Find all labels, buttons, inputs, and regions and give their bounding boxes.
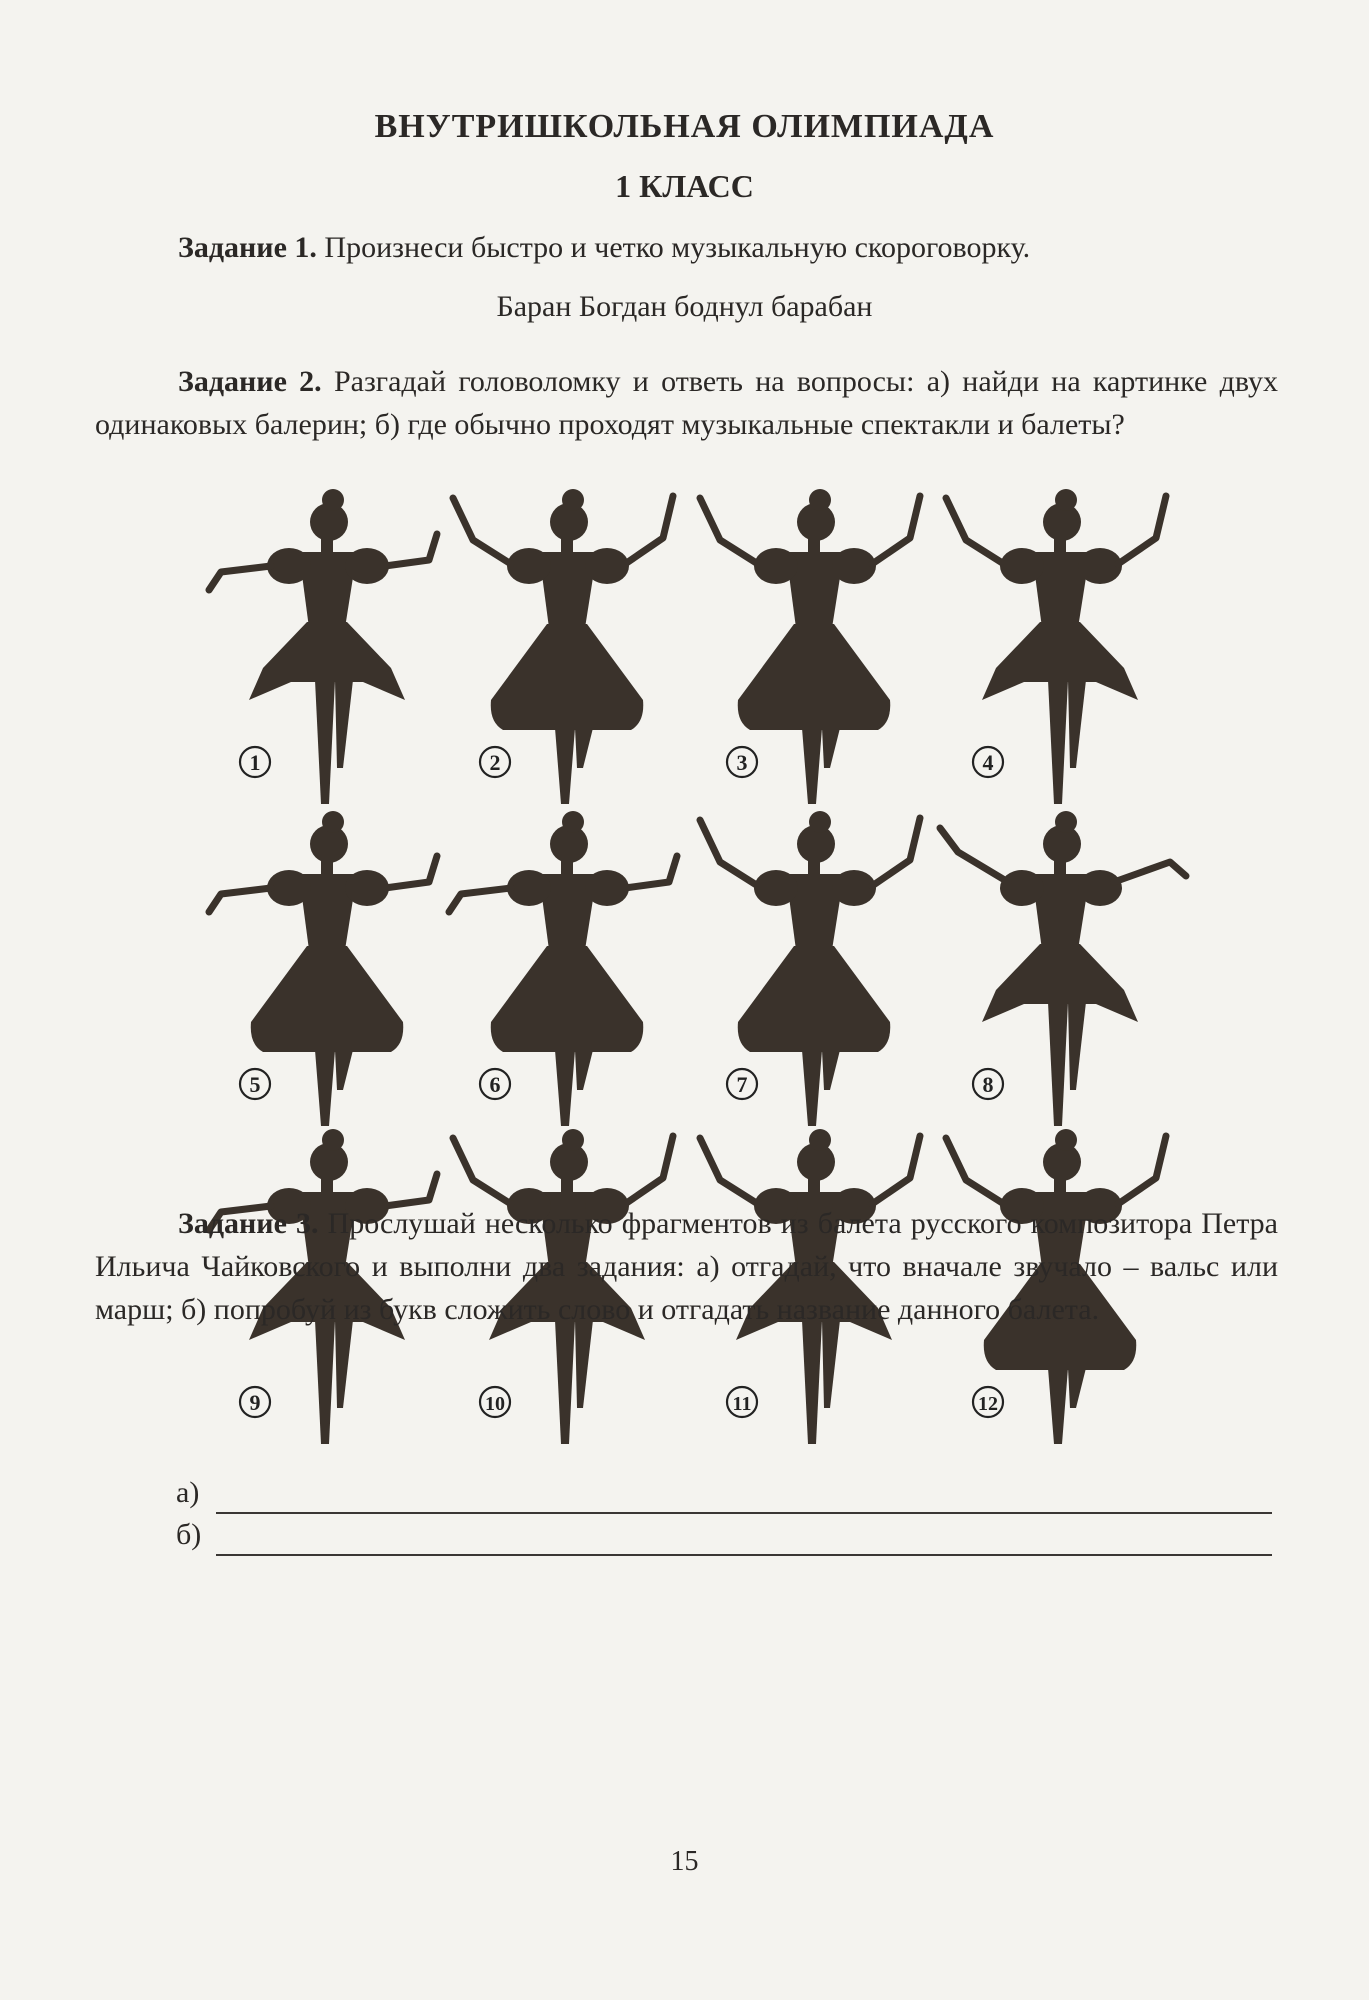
task-3 <box>95 1202 1278 1331</box>
ballerina-number: 4 <box>982 750 994 775</box>
ballerina-figure <box>700 811 920 1126</box>
tongue-twister: Баран Богдан боднул барабан <box>496 290 873 323</box>
ballerina-number: 12 <box>978 1393 998 1415</box>
task-1-text: Произнеси быстро и четко музыкальную скороговорку. <box>316 231 1031 264</box>
task-3-text: Прослушай несколько фрагментов из балета русского композитора Петра Ильича Чайковского и выполни два задания: а) отгадай, что вначале звучало – вальс или марш; б) попробуй из букв сложить слово и отгадать название данного балета. <box>95 1207 1278 1326</box>
page-title: ВНУТРИШКОЛЬНАЯ ОЛИМПИАДА <box>374 108 995 145</box>
answer-b-label: б) <box>176 1518 202 1551</box>
answer-a-line[interactable] <box>216 1512 1272 1514</box>
ballerina-figure <box>209 489 437 804</box>
task-2-label: Задание 2. <box>178 365 322 398</box>
answer-b-line[interactable] <box>216 1554 1272 1556</box>
ballerina-figure <box>946 489 1166 804</box>
task-3-label: Задание 3. <box>178 1207 319 1240</box>
ballerina-number: 3 <box>736 750 748 775</box>
ballerina-figure <box>449 811 677 1126</box>
answer-a-label: а) <box>176 1476 200 1509</box>
ballerina-figure <box>700 489 920 804</box>
ballerina-number: 6 <box>489 1072 501 1097</box>
page-number: 15 <box>670 1846 699 1877</box>
ballerina-figure <box>940 811 1186 1126</box>
ballerina-number: 1 <box>249 750 261 775</box>
task-2-text: Разгадай головоломку и ответь на вопросы: а) найди на картинке двух одинаковых балерин; б) где обычно проходят музыкальные спектакли и балеты? <box>95 365 1278 441</box>
ballerina-number: 9 <box>249 1390 261 1415</box>
ballerina-number: 8 <box>982 1072 994 1097</box>
ballerina-figure <box>453 489 673 804</box>
ballerina-number: 10 <box>485 1393 505 1415</box>
ballerina-number: 2 <box>489 750 501 775</box>
ballerina-figure <box>209 811 437 1126</box>
grade-heading: 1 КЛАСС <box>615 168 754 204</box>
ballerina-number: 5 <box>249 1072 261 1097</box>
task-1-label: Задание 1. <box>178 231 317 264</box>
ballerina-number: 7 <box>736 1072 748 1097</box>
ballerina-number: 11 <box>732 1393 752 1415</box>
